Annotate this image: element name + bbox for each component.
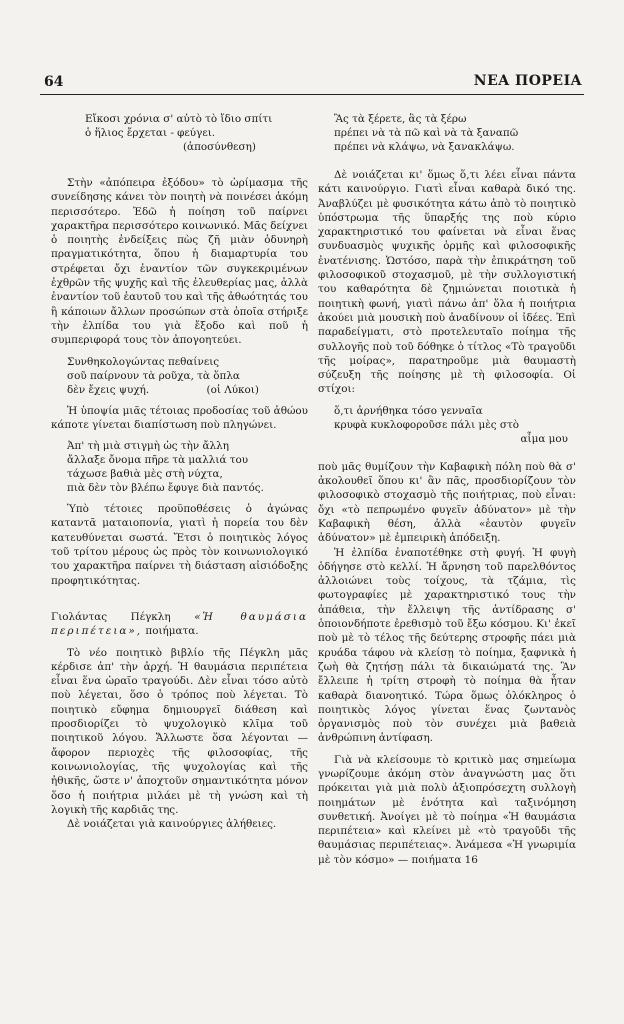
page-number: 64	[44, 74, 64, 90]
paragraph: Ἡ ἐλπίδα ἐναποτέθηκε στὴ φυγή. Ἡ φυγὴ ὁδήγησε στὸ κελλί. Ἡ ἄρνηση τοῦ παρελθόντος ἀλλοιώνει τοὺς τοίχους, τὰ τζάμια, τὶς φωτογραφίες μὲ χαρακτηριστικό τους τὴν ἀπάθεια, τὴν ἔλλειψη τῆς ἀντίδρασης σ' ὁποιονδήποτε ἐρεθισμὸ τοῦ ἔξω κόσμου. Κι' ἐκεῖ ποὺ μὲ τὸ τέλος τῆς δεύτερης στροφῆς πάει μιὰ κρυάδα τάφου νὰ κλείσῃ τὸ ποίημα, ξαφνικὰ ἡ ζωὴ θὰ ζητήσῃ πάλι τὰ δικαιώματά της. Ἂν ἔλλειπε ἡ τρίτη στροφὴ τὸ ποίημα θὰ ἦταν καθαρὰ διανοητικό. Τώρα ὅμως ὁλόκληρος ὁ ποιητικὸς λόγος γίνεται ἕνας ζωντανὸς ὀργανισμὸς ποὺ τὸν συνέχει μιὰ βαθειὰ ἀνθρώπινη ἀντίφαση.	[318, 546, 576, 745]
verse-line: ὁ ἥλιος ἔρχεται - φεύγει.	[85, 127, 216, 139]
paragraph: ποὺ μᾶς θυμίζουν τὴν Καβαφικὴ πόλη ποὺ θὰ σ' ἀκολουθεῖ ὅπου κι' ἂν πᾶς, προσδιορίζουν τὸν φιλοσοφικὸ στοχασμὸ τῆς ποιήτριας, ποὺ εἶναι: ὄχι «τὸ πεπρωμένο φυγεῖν ἀδύνατον» μὲ τὴν Καβαφικὴ θέση, ἀλλὰ «ἑαυτὸν φυγεῖν ἀδύνατον» μὲ ἐμπειρικὴ ἀπόδειξη.	[318, 460, 576, 545]
verse-line: Εἴκοσι χρόνια σ' αὐτὸ τὸ ἴδιο σπίτι	[85, 113, 273, 125]
left-column	[51, 112, 308, 831]
verse-line: πιὰ δὲν τὸν βλέπω ἔφυγε διὰ παντός.	[67, 482, 264, 495]
page-header	[40, 72, 584, 95]
verse-line: Ἂς τὰ ξέρετε, ἃς τὰ ξέρω	[334, 113, 467, 125]
paragraph: Ὑπὸ τέτοιες προϋποθέσεις ὁ ἀγώνας καταντᾶ ματαιοπονία, γιατὶ ἡ πορεία του δὲν κατευθύνεται σωστά. Ἔτσι ὁ ποιητικὸς λόγος τοῦ τρίτου μέρους ὡς πρὸς τὸν κοινωνιολογικό του χαρακτῆρα παίρνει τὴ διάσταση αἰσιόδοξης προφητικότητας.	[51, 503, 308, 587]
journal-title: ΝΕΑ ΠΟΡΕΙΑ	[473, 73, 582, 89]
verse-apothesi	[51, 112, 308, 154]
paragraph: Τὸ νέο ποιητικὸ βιβλίο τῆς Πέγκλη μᾶς κέρδισε ἀπ' τὴν ἀρχή. Ἡ θαυμάσια περιπέτεια εἶναι ἕνα ὡραῖο τραγούδι. Δὲν εἶναι τόσο αὐτὸ ποὺ λέγεται, ὅσο ὁ τρόπος ποὺ λέγεται. Τὸ ποιητικὸ εὔφημα δημιουργεῖ διάθεση καὶ προσδιορίζει τὸ ψυχολογικὸ κλῖμα τοῦ ποιητικοῦ λόγου. Ἄλλωστε ὅσα λέγονται — ἄφορον περιοχὲς τῆς φιλοσοφίας, τῆς κοινωνιολογίας, τῆς ψυχολογίας καὶ τῆς ἠθικῆς, ὥστε ν' ἀποχτοῦν σημαντικότητα μόνον ὅσο ἡ ποιήτρια μιλάει μὲ τὴ γνώση καὶ τὴ λογικὴ τῆς καρδιᾶς της.	[51, 646, 308, 816]
paragraph: Γιὰ νὰ κλείσουμε τὸ κριτικὸ μας σημείωμα γνωρίζουμε ἀκόμη στὸν ἀναγνώστη μας ὅτι πρόκειται γιὰ μιὰ πολὺ ἀξιοπρόσεχτη συλλογὴ ποιημάτων μὲ ἑνότητα καὶ ταξινόμηση συνθετική. Ἀνοίγει μὲ τὸ ποίημα «Ἡ θαυμάσια περιπέτεια» καὶ κλείνει μὲ «τὸ τραγοῦδι τῆς θαυμάσιας περιπέτειας». Ἀνάμεσα «Ἡ γνωριμία μὲ τὸν κόσμο» — ποιήματα 16	[318, 753, 576, 866]
verse-line: δὲν ἔχεις ψυχή.	[67, 383, 150, 396]
verse-attribution: (ἀποσύνθεση)	[183, 141, 256, 153]
verse-line: Συνθηκολογώντας πεθαίνεις	[67, 355, 220, 368]
verse-attribution: (οἱ Λύκοι)	[206, 383, 259, 396]
review-type: ποιήματα.	[145, 625, 199, 638]
verse-line: Ἀπ' τὴ μιὰ στιγμὴ ὡς τὴν ἄλλη	[67, 440, 229, 453]
verse-line: πρέπει νὰ κλάψω, νὰ ξανακλάψω.	[334, 141, 515, 153]
verse-line-with-attr	[67, 383, 308, 397]
verse-quote	[51, 439, 308, 495]
paragraph: Στὴν «ἀπόπειρα ἐξόδου» τὸ ὡρίμασμα τῆς συνείδησης κάνει τὸν ποιητὴ νὰ ποινέσει ἀκόμη περισσότερο. Ἐδῶ ἡ ποίηση τοῦ παίρνει χαρακτῆρα περισσότερο κοινωνικό. Μᾶς δείχνει ὁ ποιητὴς ἐνδείξεις πὼς ζῆ μιὰν ὀδυνηρὴ πραγματικότητα, ὅπου ἡ διαμαρτυρία του στρέφεται ὄχι ἐναντίον τῶν συγκεκριμένων ἐχθρῶν τῆς ψυχῆς καὶ τῆς ἐλευθερίας μας, ἀλλὰ ἐναντίον τοῦ ἑαυτοῦ του καὶ τῆς ἀθωότητάς του ἢ κάποιων ἄλλων προσώπων στὰ ὁποῖα στήριξε τὴν ἐλπίδα του γιὰ ἔξοδο καὶ ποῦ ἡ συμπεριφορά τους τὸν ἀπογοητεύει.	[51, 177, 308, 347]
verse-line: σοῦ παίρνουν τὰ ροῦχα, τὰ ὅπλα	[67, 369, 240, 382]
verse-line: κρυφὰ κυκλοφοροῦσε πάλι μὲς στὸ	[334, 418, 520, 431]
verse-kseroume	[318, 112, 576, 154]
review-heading	[51, 610, 308, 639]
verse-line: ἄλλαξε ὄνομα πῆρε τὰ μαλλιά του	[67, 454, 249, 467]
review-author: Γιολάντας Πέγκλη	[51, 610, 171, 623]
paragraph: Δὲ νοιάζεται κι' ὅμως ὅ,τι λέει εἶναι πάντα κάτι καινούργιο. Γιατὶ εἶναι καθαρὰ δικό της. Ἀναβλύζει μὲ φυσικότητα κάτω ἀπὸ τὸ ποιητικὸ ὑπόστρωμα τῆς ὕπαρξής της ποὺ κύριο χαρακτηριστικό του φαίνεται νὰ εἶναι ἕνας συνδυασμὸς ψυχικῆς ὁρμῆς καὶ φιλοσοφικῆς ἐνατένισης. Ὡστόσο, παρὰ τὴν ἐπικράτηση τοῦ φιλοσοφικοῦ στοχασμοῦ, μὲ τὴν συλλογιστική του καθαρότητα δὲ ζημιώνεται ποιοτικὰ ἡ ποιητικὴ φωνή, γιατὶ πάνω ἀπ' ὅλα ἡ ποιήτρια ἀκούει μιὰ μουσικὴ ποὺ ἀναδίνουν οἱ ἰδέες. Ἐπὶ παραδείγματι, στὸ προτελευταῖο ποίημα τῆς συλλογῆς ποὺ τοῦ δόθηκε ὁ τίτλος «Τὸ τραγοῦδι τῆς μοίρας», παρατηροῦμε μιὰ θαυμαστὴ σύζευξη τῆς ποίησης μὲ τὴ φιλοσοφία. Οἱ στίχοι:	[318, 169, 576, 396]
verse-arnithika	[318, 404, 576, 446]
verse-lykoi	[51, 355, 308, 397]
verse-line: ὅ,τι ἀρνήθηκα τόσο γενναῖα	[334, 404, 483, 417]
verse-line: αἷμα μου	[520, 432, 568, 445]
right-column	[318, 112, 576, 867]
paragraph: Ἡ ὑποψία μιᾶς τέτοιας προδοσίας τοῦ ἀθώου κάποτε γίνεται διαπίστωση ποὺ πληγώνει.	[51, 404, 308, 431]
verse-line: πρέπει νὰ τὰ πῶ καὶ νὰ τὰ ξαναπῶ	[334, 127, 519, 139]
review-book-title: «Ἡ θαυμάσια περιπέτεια»,	[51, 610, 308, 638]
verse-line: τάχωσε βαθιὰ μὲς στὴ νύχτα,	[67, 468, 223, 481]
paragraph: Δὲ νοιάζεται γιὰ καινούργιες ἀλήθειες.	[67, 818, 277, 831]
